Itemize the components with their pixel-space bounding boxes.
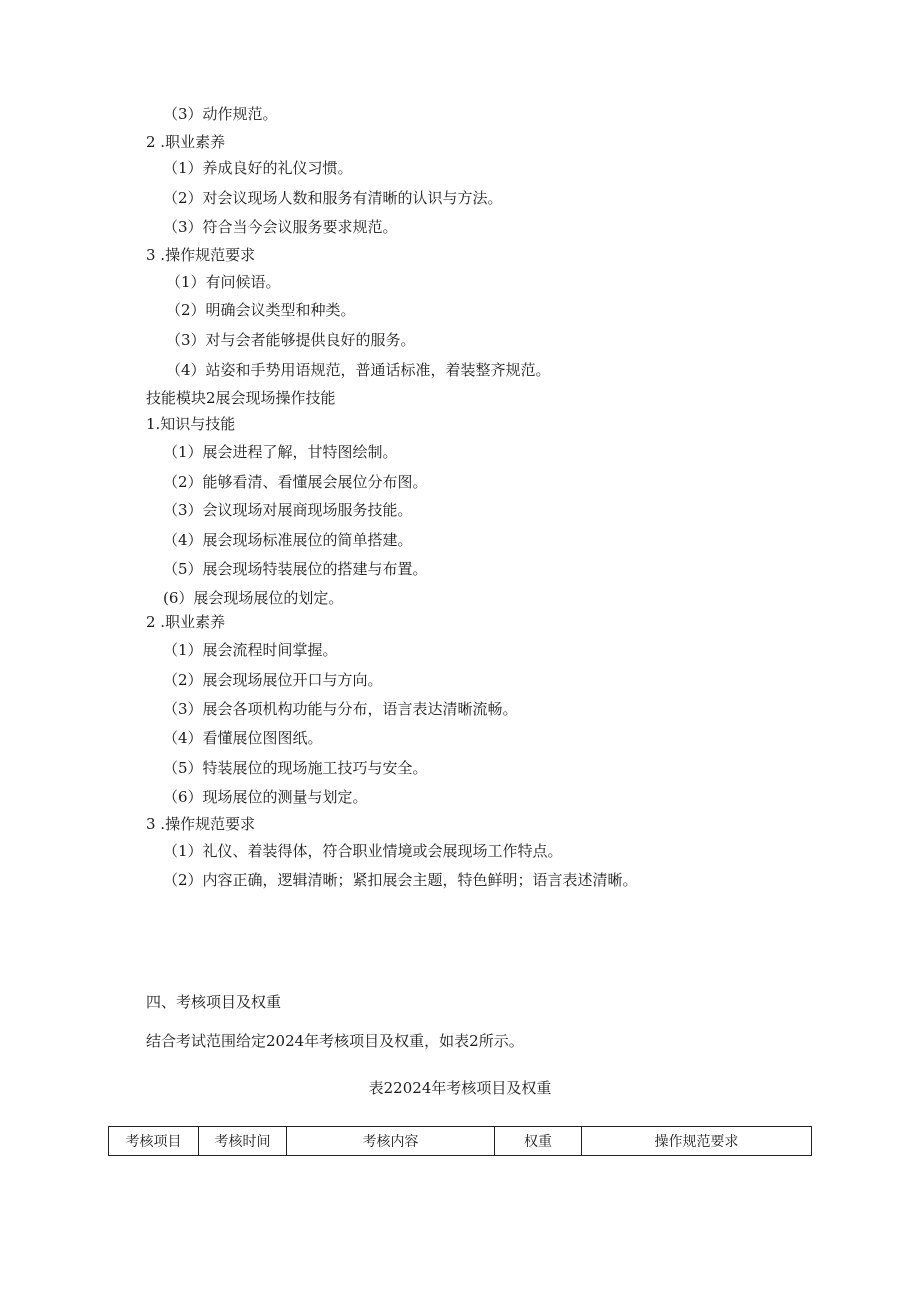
- text-line: 1.知识与技能: [146, 415, 236, 433]
- text-line: 2 .职业素养: [146, 133, 226, 151]
- text-line: （1）养成良好的礼仪习惯。: [163, 159, 353, 177]
- header-assessment-time: 考核时间: [199, 1127, 287, 1156]
- section-intro: 结合考试范围给定2024年考核项目及权重，如表2所示。: [146, 1032, 524, 1050]
- text-line: 3 .操作规范要求: [146, 815, 256, 833]
- text-line: （5）展会现场特装展位的搭建与布置。: [163, 560, 428, 578]
- text-line: （2）明确会议类型和种类。: [166, 301, 356, 319]
- text-line: （2）展会现场展位开口与方向。: [163, 671, 383, 689]
- text-line: （2）内容正确，逻辑清晰；紧扣展会主题，特色鲜明；语言表述清晰。: [163, 871, 638, 889]
- table-header-row: [109, 1127, 812, 1156]
- text-line: （5）特装展位的现场施工技巧与安全。: [163, 759, 428, 777]
- table-caption: 表22024年考核项目及权重: [368, 1079, 552, 1097]
- text-line: 2 .职业素养: [146, 613, 226, 631]
- header-assessment-content: 考核内容: [287, 1127, 495, 1156]
- text-line: （4）站姿和手势用语规范，普通话标准，着装整齐规范。: [166, 361, 551, 379]
- text-line: （2）对会议现场人数和服务有清晰的认识与方法。: [163, 189, 503, 207]
- text-line: （3）符合当今会议服务要求规范。: [163, 218, 398, 236]
- text-line: （2）能够看清、看懂展会展位分布图。: [163, 473, 428, 491]
- text-line: (6）展会现场展位的划定。: [163, 589, 344, 607]
- text-line: （3）动作规范。: [163, 105, 278, 123]
- header-assessment-item: 考核项目: [109, 1127, 199, 1156]
- text-line: （3）对与会者能够提供良好的服务。: [166, 331, 416, 349]
- text-line: （6）现场展位的测量与划定。: [163, 788, 368, 806]
- header-operation-requirements: 操作规范要求: [582, 1127, 812, 1156]
- section-heading: 四、考核项目及权重: [146, 993, 282, 1011]
- text-line: （1）礼仪、着装得体，符合职业情境或会展现场工作特点。: [163, 842, 563, 860]
- text-line: （3）会议现场对展商现场服务技能。: [163, 501, 413, 519]
- header-weight: 权重: [495, 1127, 582, 1156]
- text-line: （3）展会各项机构功能与分布，语言表达清晰流畅。: [163, 700, 518, 718]
- text-line: （4）看懂展位图图纸。: [163, 729, 323, 747]
- text-line: （4）展会现场标准展位的简单搭建。: [163, 531, 413, 549]
- text-line: （1）有问候语。: [166, 273, 281, 291]
- text-line: 技能模块2展会现场操作技能: [146, 389, 336, 407]
- text-line: （1）展会流程时间掌握。: [163, 641, 338, 659]
- text-line: （1）展会进程了解，甘特图绘制。: [163, 443, 398, 461]
- text-line: 3 .操作规范要求: [146, 246, 256, 264]
- assessment-table: [108, 1126, 812, 1156]
